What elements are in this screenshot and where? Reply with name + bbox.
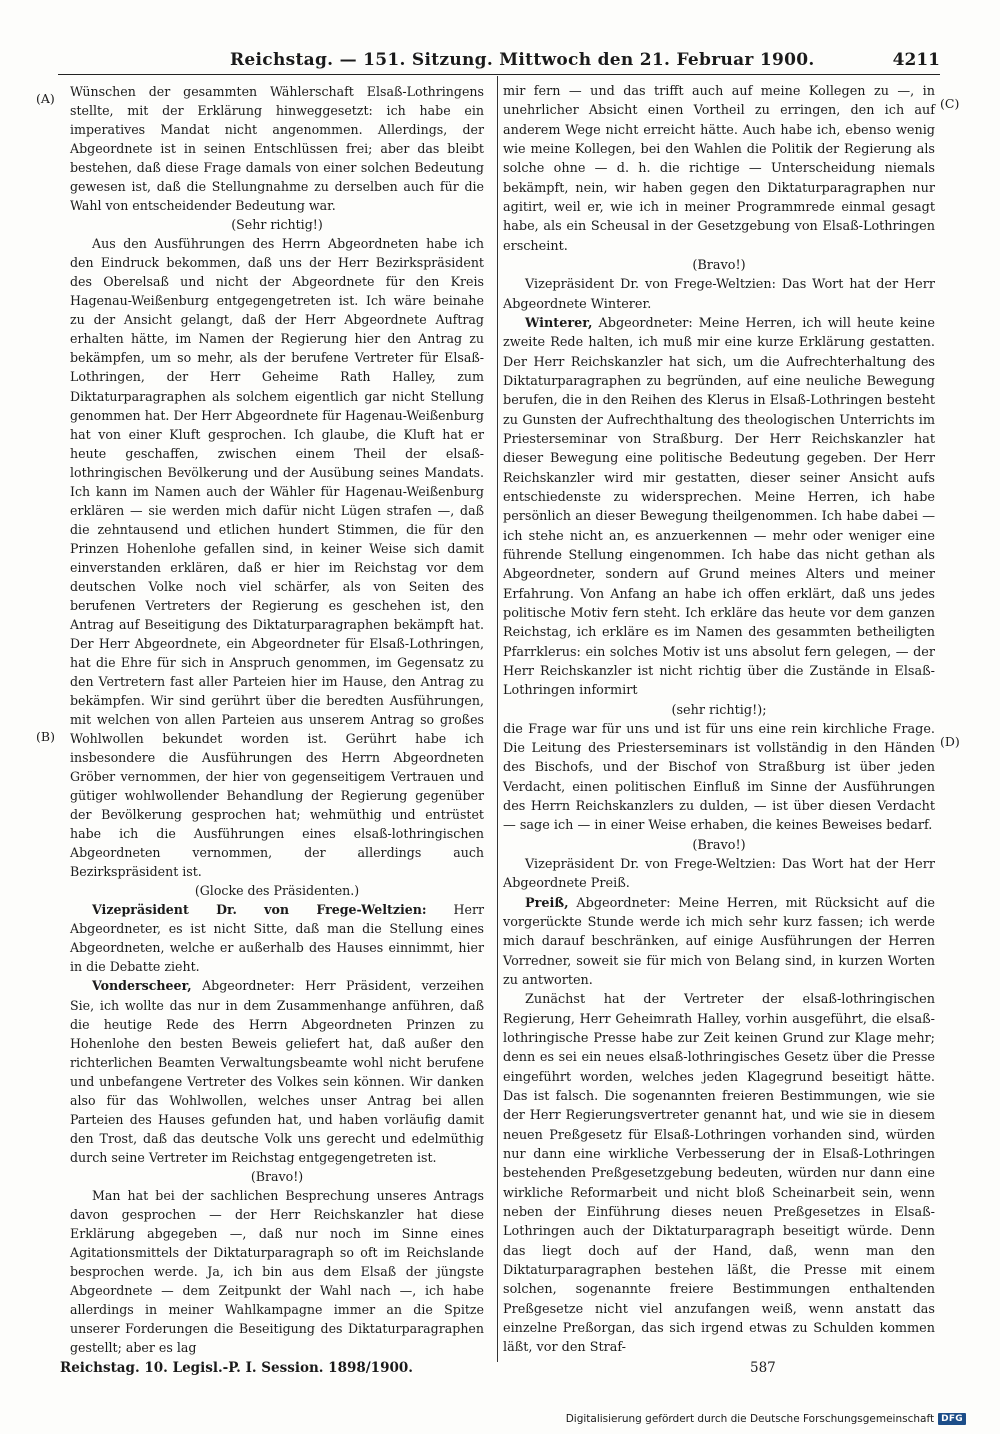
credit-text: Digitalisierung gefördert durch die Deutsche Forschungsgemeinschaft [565,1413,935,1425]
speech-paragraph [503,275,935,314]
speech-text: Abgeordneter: Meine Herren, mit Rücksicht auf die vorgerückte Stunde werde ich mich sehr kurz fassen; ich werde mich darauf beschränken, auf einige Ausführungen der Herren Vorredner, soweit sie für mich von Belang sind, in kurzen Worten zu antworten. [503,895,935,989]
digitization-credit [566,1413,966,1425]
interjection: (Glocke des Präsidenten.) [194,883,360,899]
interjection: (sehr richtig!); [671,702,767,718]
speech-text: Abgeordneter: Herr Präsident, verzeihen Sie, ich wollte das nur in dem Zusammenhange anführen, daß die heutige Rede des Herrn Abgeordneten Prinzen zu Hohenlohe den besten Beweis geliefert hat, daß außer den richterlichen Beamten Verwaltungsbeamte wohl nicht berufene und unbefangene Vertreter des Volkes sein können. Wir danken also für das Wohlwollen, welches unser Antrag bei allen Parteien des Hauses gefunden hat, und haben vorläufig damit den Trost, daß das deutsche Volk uns gerecht und edelmüthig durch seine Vertreter im Reichstag entgegengetreten ist. [70,978,484,1165]
margin-marker-c: (C) [940,96,960,111]
speech-text: Das Wort hat der Herr Abgeordnete Winterer. [503,277,935,312]
speech-paragraph [503,855,935,894]
page-header [60,48,940,74]
speaker-name: Winterer, [525,315,593,331]
speaker-name: Vonderscheer, [92,978,192,994]
column-divider [497,76,498,1362]
margin-marker-b: (B) [36,729,55,744]
paragraph: Wünschen der gesammten Wählerschaft Elsaß-Lothringens stellte, mit der Erklärung hinweggesetzt: ich habe ein imperatives Mandat nicht angenommen. Allerdings, der Abgeordnete ist in seinen Entschlüssen frei; aber das bleibt bestehen, daß diese Frage damals von einer solchen Bedeutung gewesen ist, daß die Stellungnahme zu derselben auch für die Wahl von entscheidender Bedeutung war. [70,84,484,214]
speaker-name: Vizepräsident Dr. von Frege-Weltzien: [92,902,427,918]
speech-paragraph [70,900,484,976]
margin-marker-a: (A) [36,91,55,106]
speech-paragraph [503,894,935,991]
speech-text: Abgeordneter: Meine Herren, ich will heute keine zweite Rede halten, ich muß mir eine kurze Erklärung gestatten. Der Herr Reichskanzler hat sich, um die Aufrechterhaltung des Diktaturparagraphen zu begründen, auf eine neuliche Bewegung berufen, die in den Reihen des Klerus in Elsaß-Lothringen besteht zu Gunsten der Aufrechthaltung des theologischen Unterrichts im Priesterseminar von Straßburg. Der Herr Reichskanzler hat dieser Bewegung eine politische Bedeutung gegeben. Der Herr Reichskanzler wird mir gestatten, dieser seiner Ansicht aufs entschiedenste zu widersprechen. Meine Herren, ich habe persönlich an dieser Bewegung theilgenommen. Ich habe dabei — ich stehe nicht an, es anzuerkennen — mehr oder weniger eine führende Stellung eingenommen. Ich habe das nicht gethan als Abgeordneter, sondern auf Grund meines Alters und meiner Erfahrung. Von Anfang an habe ich offen erklärt, daß uns jedes politische Motiv fern steht. Ich erkläre das heute vor dem ganzen Reichstag, ich erkläre es im Namen des gesammten betheiligten Pfarrklerus: ein solches Motiv ist uns absolut fern gelegen, — der Herr Reichskanzler ist nicht richtig über die Zustände in Elsaß-Lothringen informirt [503,315,935,699]
header-title: Reichstag. — 151. Sitzung. Mittwoch den 21. Februar 1900. [230,50,815,70]
interjection: (Bravo!) [692,257,746,273]
paragraph: die Frage war für uns und ist für uns eine rein kirchliche Frage. Die Leitung des Priesterseminars ist vollständig in den Händen des Bischofs, und der Bischof von Straßburg ist über jeden Verdacht, einen politischen Einfluß im Sinne der Ausführungen des Herrn Reichskanzlers zu dulden, — ist über diesen Verdacht — sage ich — in einer Weise erhaben, die keines Beweises bedarf. [503,721,935,834]
speech-text: Herr Abgeordneter, es ist nicht Sitte, daß man die Stellung eines Abgeordneten, welche er außerhalb des Hauses einnimmt, hier in die Debatte zieht. [70,902,484,975]
page-number: 4211 [892,50,940,70]
left-column [70,82,484,1357]
speech-paragraph [70,976,484,1166]
speaker-name: Preiß, [525,895,569,911]
footer-sheet-number: 587 [750,1360,776,1376]
footer-session-info: Reichstag. 10. Legisl.-P. I. Session. 1898/1900. [60,1360,413,1376]
speech-text: Das Wort hat der Herr Abgeordnete Preiß. [503,857,935,892]
paragraph: Aus den Ausführungen des Herrn Abgeordneten habe ich den Eindruck bekommen, daß uns der Herr Bezirkspräsident des Oberelsaß und nicht der Abgeordnete für den Kreis Hagenau-Weißenburg entgegengetreten ist. Ich wäre beinahe zu der Ansicht gelangt, daß der Herr Abgeordnete Auftrag erhalten hätte, im Namen der Regierung hier den Antrag zu bekämpfen, um so mehr, als der berufene Vertreter für Elsaß-Lothringen, der Herr Geheime Rath Halley, zum Diktaturparagraphen als solchem eigentlich gar nicht Stellung genommen hat. Der Herr Abgeordnete für Hagenau-Weißenburg hat von einer Kluft gesprochen. Ich glaube, die Kluft hat er heute geschaffen, zwischen einem Theil der elsaß-lothringischen Bevölkerung und der Ausübung seines Mandats. Ich kann im Namen auch der Wähler für Hagenau-Weißenburg erklären — sie werden mich dafür nicht Lügen strafen —, daß die zehntausend und etlichen hundert Stimmen, die für den Prinzen Hohenlohe gefallen sind, in keiner Weise sich damit einverstanden erklären, daß er hier im Reichstag vor dem deutschen Volke noch viel schärfer, als von Seiten des berufenen Vertreters der Regierung es geschehen ist, den Antrag auf Beseitigung des Diktaturparagraphen bekämpft hat. Der Herr Abgeordnete, ein Abgeordneter für Elsaß-Lothringen, hat die Ehre für sich in Anspruch genommen, im Gegensatz zu den Vertretern fast aller Parteien hier im Hause, den Antrag zu bekämpfen. Wir sind gerührt über die beredten Ausführungen, mit welchen von allen Parteien aus unserem Antrag so großes Wohlwollen bekundet worden ist. Gerührt habe ich insbesondere die Ausführungen des Herrn Abgeordneten Gröber vernommen, der hier von gegenseitigem Vertrauen und gütiger wohlwollender Behandlung der Regierung gegenüber der Bevölkerung gesprochen hat; wehmüthig und entrüstet habe ich die Ausführungen eines elsaß-lothringischen Abgeordneten vernommen, der allerdings auch Bezirkspräsident ist. [70,236,484,880]
right-column [503,82,935,1358]
interjection: (Sehr richtig!) [231,217,323,233]
dfg-logo-icon: DFG [938,1413,966,1425]
paragraph: Man hat bei der sachlichen Besprechung unseres Antrags davon gesprochen — der Herr Reichskanzler hat diese Erklärung abgegeben —, daß nur noch im Sinne eines Agitationsmittels der Diktaturparagraph so oft im Reichslande besprochen werde. Ja, ich bin aus dem Elsaß der jüngste Abgeordnete — dem Zeitpunkt der Wahl nach —, ich habe allerdings in meiner Wahlkampagne immer an die Spitze unserer Forderungen die Beseitigung des Diktaturparagraphen gestellt; aber es lag [70,1187,484,1356]
speaker-name: Vizepräsident Dr. von Frege-Weltzien: [525,277,776,293]
margin-marker-d: (D) [940,734,960,749]
interjection: (Bravo!) [250,1168,304,1184]
speech-paragraph [503,314,935,701]
paragraph: mir fern — und das trifft auch auf meine Kollegen zu —, in unehrlicher Absicht einen Vortheil zu erringen, den ich auf anderem Wege nicht erreicht hätte. Auch habe ich, ebenso wenig wie meine Kollegen, bei den Wahlen die Politik der Regierung als solche ohne — d. h. die richtige — Unterscheidung niemals bekämpft, nein, wir haben gegen den Diktaturparagraphen nur agitirt, weil er, wie ich in meiner Programmrede einmal gesagt habe, als ein Scheusal in der Gesetzgebung von Elsaß-Lothringen erscheint. [503,84,935,254]
speaker-name: Vizepräsident Dr. von Frege-Weltzien: [525,857,776,873]
interjection: (Bravo!) [692,837,746,853]
header-rule [58,74,940,75]
paragraph: Zunächst hat der Vertreter der elsaß-lothringischen Regierung, Herr Geheimrath Halley, vorhin ausgeführt, die elsaß-lothringische Presse habe zur Zeit keinen Grund zur Klage mehr; denn es sei ein neues elsaß-lothringisches Gesetz über die Presse eingeführt worden, welches jeden Klagegrund beseitigt hätte. Das ist falsch. Die sogenannten freieren Bestimmungen, wie sie der Herr Regierungsvertreter genannt hat, und wie sie in diesem neuen Preßgesetz für Elsaß-Lothringen vorhanden sind, würden nur dann eine wirkliche Verbesserung der in Elsaß-Lothringen bestehenden Preßgesetzgebung bedeuten, würden nur dann eine wirkliche Reformarbeit und nicht bloß Scheinarbeit sein, wenn neben der Einführung dieses neuen Preßgesetzes in Elsaß-Lothringen auch der Diktaturparagraph beseitigt würde. Denn das liegt doch auf der Hand, daß, wenn man den Diktaturparagraphen bestehen läßt, die Presse mit einem solchen, sogenannte freiere Bestimmungen enthaltenden Preßgesetze nicht viel anzufangen weiß, wenn anstatt das einzelne Preßorgan, das sich irgend etwas zu Schulden kommen läßt, vor den Straf- [503,992,935,1356]
